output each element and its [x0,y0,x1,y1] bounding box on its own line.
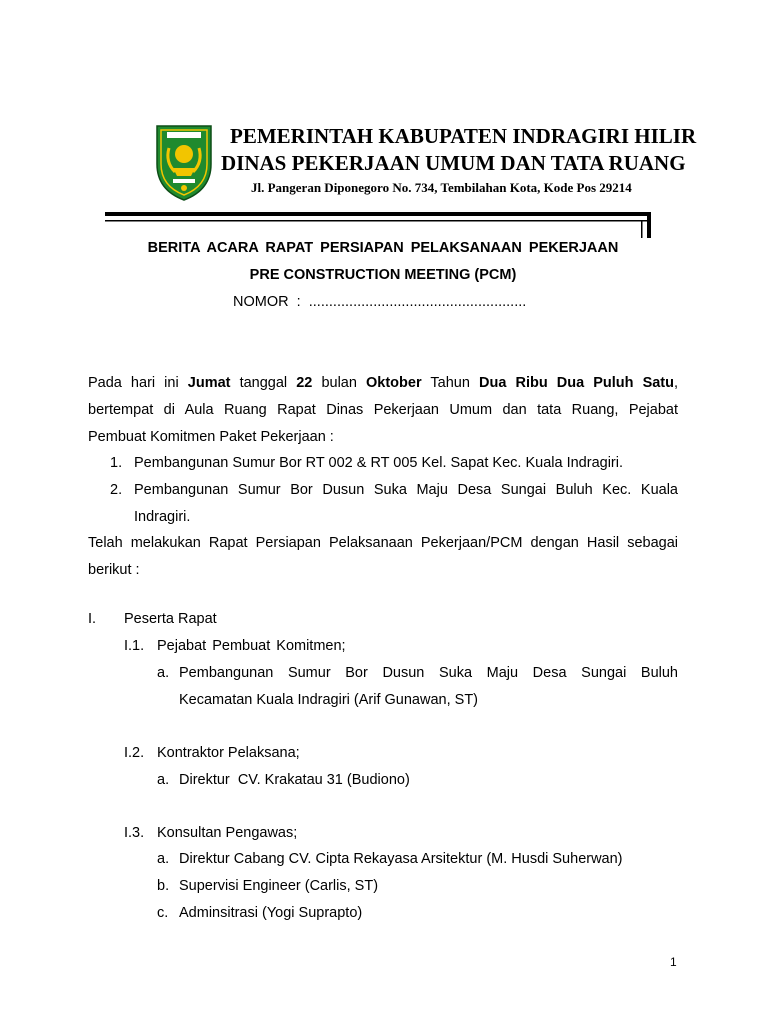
package-2-number: 2. [110,482,123,498]
intro-line-2: bertempat di Aula Ruang Rapat Dinas Pekerjaan Umum dan tata Ruang, Pejabat [88,402,678,418]
letterhead-divider [105,211,651,239]
conclusion-line-1: Telah melakukan Rapat Persiapan Pelaksanaan Pekerjaan/PCM dengan Hasil sebagai [88,535,678,551]
package-1-number: 1. [110,455,123,471]
package-1-text: Pembangunan Sumur Bor RT 002 & RT 005 Kel. Sapat Kec. Kuala Indragiri. [134,455,623,471]
subsection-1-3-title: Konsultan Pengawas; [157,825,298,841]
header-address: Jl. Pangeran Diponegoro No. 734, Tembilahan Kota, Kode Pos 29214 [251,180,632,195]
subsection-1-3-item-c-text: Adminsitrasi (Yogi Suprapto) [179,905,363,921]
nomor-label: NOMOR [233,294,289,310]
section-1-title: Peserta Rapat [124,611,217,627]
meeting-month: Oktober [366,375,422,391]
meeting-day: Jumat [187,375,231,391]
subsection-1-1-number: I.1. [124,638,145,654]
subsection-1-1-title: Pejabat Pembuat Komitmen; [157,638,346,654]
subsection-1-2-title: Kontraktor Pelaksana; [157,745,300,761]
document-title: BERITA ACARA RAPAT PERSIAPAN PELAKSANAAN PEKERJAAN [147,240,619,256]
conclusion-line-2: berikut : [88,562,140,578]
subsection-1-1-item-a-letter: a. [157,665,170,681]
meeting-year: Dua Ribu Dua Puluh Satu [479,375,674,391]
section-1-number: I. [88,611,97,627]
document-number [233,294,526,310]
header-department-name: DINAS PEKERJAAN UMUM DAN TATA RUANG [221,151,686,175]
subsection-1-1-item-a-line-1: Pembangunan Sumur Bor Dusun Suka Maju Desa Sungai Buluh [179,665,678,681]
subsection-1-2-number: I.2. [124,745,145,761]
header-government-name: PEMERINTAH KABUPATEN INDRAGIRI HILIR [230,124,697,148]
subsection-1-3-item-a-letter: a. [157,851,170,867]
intro-line-3: Pembuat Komitmen Paket Pekerjaan : [88,429,334,445]
nomor-value: ...................................................... [308,294,527,310]
package-2-text-line-1: Pembangunan Sumur Bor Dusun Suka Maju Desa Sungai Buluh Kec. Kuala [134,482,678,498]
meeting-date: 22 [296,375,313,391]
subsection-1-2-item-a-letter: a. [157,772,170,788]
subsection-1-3-item-b-text: Supervisi Engineer (Carlis, ST) [179,878,379,894]
document-subtitle: PRE CONSTRUCTION MEETING (PCM) [249,267,517,283]
intro-line-1: Pada hari ini Jumat tanggal 22 bulan Oktober Tahun Dua Ribu Dua Puluh Satu, [88,375,679,391]
subsection-1-3-item-a-text: Direktur Cabang CV. Cipta Rekayasa Arsitektur (M. Husdi Suherwan) [179,851,623,867]
subsection-1-3-number: I.3. [124,825,145,841]
subsection-1-3-item-c-letter: c. [157,905,169,921]
subsection-1-3-item-b-letter: b. [157,878,170,894]
subsection-1-2-item-a-text: Direktur CV. Krakatau 31 (Budiono) [179,772,410,788]
page-number: 1 [670,955,677,969]
regency-coat-of-arms-logo [155,124,213,202]
package-2-text-line-2: Indragiri. [134,509,191,525]
subsection-1-1-item-a-line-2: Kecamatan Kuala Indragiri (Arif Gunawan, ST) [179,692,478,708]
nomor-separator: : [296,294,301,310]
